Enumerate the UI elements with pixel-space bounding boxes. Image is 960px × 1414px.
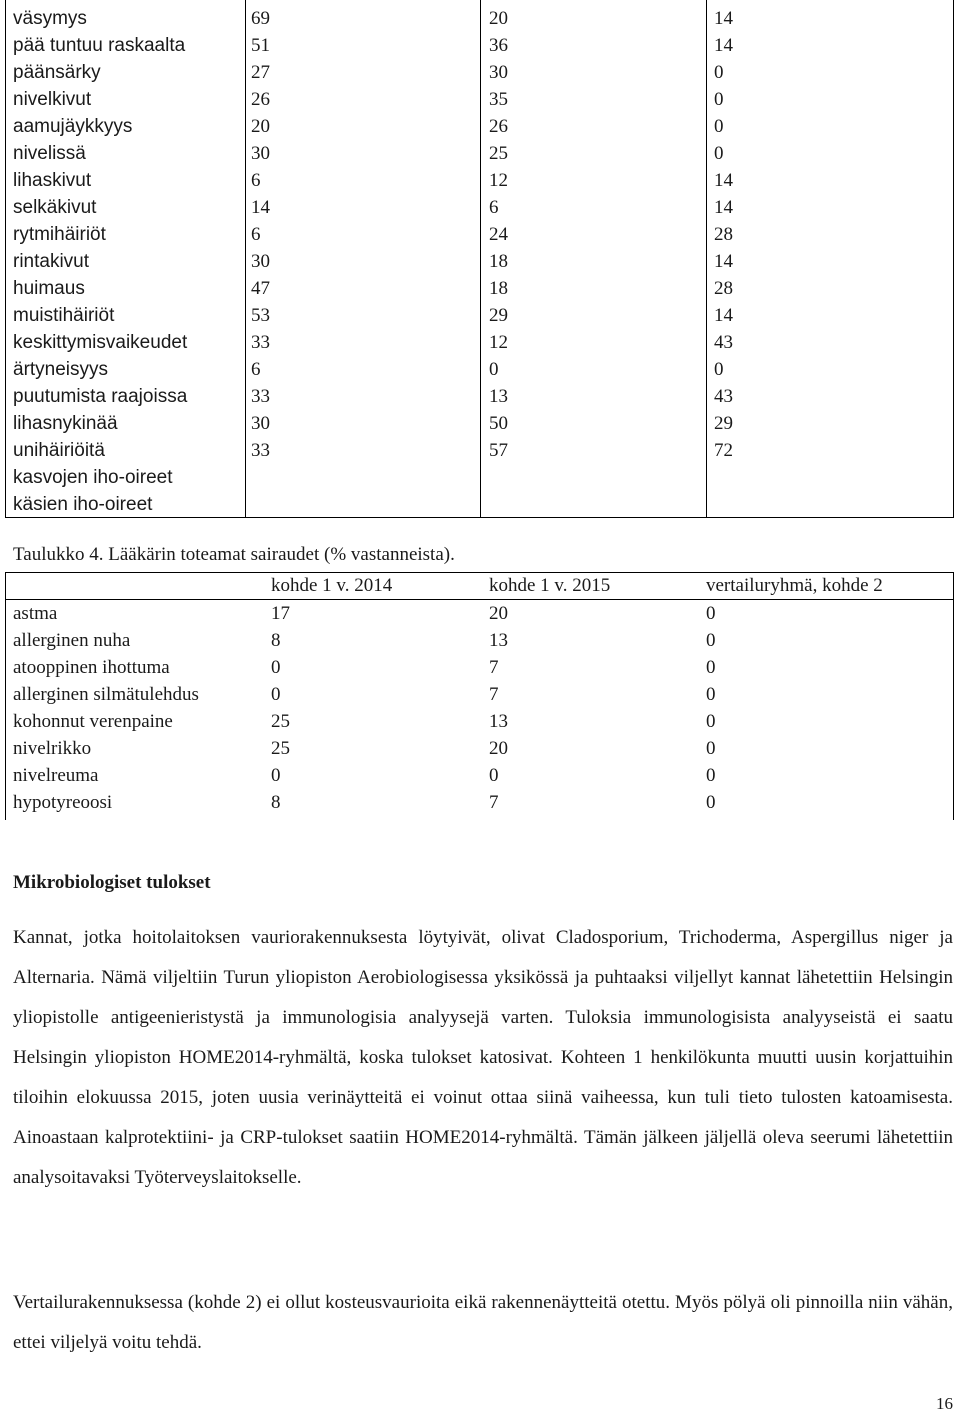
table4-right-border	[953, 572, 954, 820]
symptom-value: 25	[489, 143, 508, 164]
section-heading: Mikrobiologiset tulokset	[13, 872, 211, 893]
table4-left-border	[5, 572, 6, 820]
table-border-left	[5, 0, 6, 518]
table4-cell: 25	[271, 711, 290, 732]
symptom-value: 20	[251, 116, 270, 137]
symptom-label: väsymys	[13, 8, 87, 29]
symptom-value: 30	[251, 413, 270, 434]
table4-cell: 0	[706, 738, 716, 759]
symptom-value: 33	[251, 386, 270, 407]
symptom-value: 6	[251, 224, 261, 245]
table4-cell: 0	[706, 630, 716, 651]
symptom-value: 0	[714, 116, 724, 137]
table4-cell: 0	[706, 657, 716, 678]
symptom-labels-column	[13, 5, 187, 518]
table4-row-label: nivelreuma	[13, 765, 99, 786]
symptom-label: unihäiriöitä	[13, 440, 105, 461]
symptom-label: rytmihäiriöt	[13, 224, 106, 245]
table4-cell: 8	[271, 630, 281, 651]
symptom-values-column-3	[714, 5, 733, 518]
symptom-value: 14	[714, 35, 733, 56]
symptom-value: 26	[251, 89, 270, 110]
table4-cell: 7	[489, 684, 499, 705]
table-border-col1	[245, 0, 246, 518]
table4-row-label: hypotyreoosi	[13, 792, 113, 813]
symptom-value: 30	[489, 62, 508, 83]
symptom-value: 14	[714, 251, 733, 272]
table4-cell: 13	[489, 630, 508, 651]
table4-cell: 7	[489, 657, 499, 678]
table4-cell: 0	[706, 792, 716, 813]
table-border-right	[953, 0, 954, 518]
table4-cell: 13	[489, 711, 508, 732]
symptom-value: 6	[251, 359, 261, 380]
table4-row-label: allerginen silmätulehdus	[13, 684, 199, 705]
symptom-value: 50	[489, 413, 508, 434]
table4-cell: 7	[489, 792, 499, 813]
symptom-values-column-2	[489, 5, 508, 518]
symptom-label: keskittymisvaikeudet	[13, 332, 188, 353]
table4-cell: 0	[271, 657, 281, 678]
symptom-value	[714, 464, 733, 491]
symptom-value: 6	[489, 197, 499, 218]
symptom-value: 24	[489, 224, 508, 245]
symptom-value: 43	[714, 332, 733, 353]
symptom-value	[489, 464, 508, 491]
symptom-value: 33	[251, 332, 270, 353]
table4-cell: 0	[706, 684, 716, 705]
symptom-value: 72	[714, 440, 733, 461]
symptom-value: 14	[714, 8, 733, 29]
symptom-value: 12	[489, 170, 508, 191]
symptom-label: nivelkivut	[13, 89, 92, 110]
symptom-label: selkäkivut	[13, 197, 97, 218]
symptom-label: nivelissä	[13, 143, 86, 164]
symptom-label: ärtyneisyys	[13, 359, 109, 380]
page-number: 16	[936, 1394, 953, 1413]
symptom-value: 14	[714, 197, 733, 218]
symptom-value: 0	[489, 359, 499, 380]
symptom-value	[251, 491, 270, 518]
symptom-value: 69	[251, 8, 270, 29]
symptom-value: 33	[251, 440, 270, 461]
table4-row-label: astma	[13, 603, 58, 624]
symptom-label: käsien iho-oireet	[13, 494, 153, 515]
symptom-value: 36	[489, 35, 508, 56]
table4-header-border	[5, 599, 954, 600]
symptom-value: 0	[714, 62, 724, 83]
symptom-label: lihasnykinää	[13, 413, 118, 434]
symptom-label: pää tuntuu raskaalta	[13, 35, 186, 56]
symptom-value: 6	[251, 170, 261, 191]
table4-row-label: kohonnut verenpaine	[13, 711, 173, 732]
table4-row-label: nivelrikko	[13, 738, 92, 759]
symptom-value: 53	[251, 305, 270, 326]
table4-cell: 0	[489, 765, 499, 786]
symptom-value: 20	[489, 8, 508, 29]
symptom-label: kasvojen iho-oireet	[13, 467, 173, 488]
table4-row-label: atooppinen ihottuma	[13, 657, 170, 678]
table4-cell: 0	[706, 711, 716, 732]
symptom-value: 47	[251, 278, 270, 299]
table4-cell: 0	[706, 603, 716, 624]
symptom-label: muistihäiriöt	[13, 305, 115, 326]
table4-header-comparison: vertailuryhmä, kohde 2	[706, 575, 883, 596]
symptom-value: 13	[489, 386, 508, 407]
symptom-value	[251, 464, 270, 491]
symptom-value	[489, 491, 508, 518]
table-border-col2	[480, 0, 481, 518]
symptom-value: 28	[714, 278, 733, 299]
symptom-value: 43	[714, 386, 733, 407]
symptom-value: 35	[489, 89, 508, 110]
paragraph-2: Vertailurakennuksessa (kohde 2) ei ollut kosteusvaurioita eikä rakennenäytteitä otettu. Myös pölyä oli pinnoilla niin vähän, ettei viljelyä voitu tehdä.	[13, 1292, 953, 1353]
symptom-value: 27	[251, 62, 270, 83]
symptom-value: 51	[251, 35, 270, 56]
symptom-value: 18	[489, 278, 508, 299]
symptom-value: 30	[251, 251, 270, 272]
symptom-label: aamujäykkyys	[13, 116, 133, 137]
table4-header-2014: kohde 1 v. 2014	[271, 575, 393, 596]
symptom-value	[714, 491, 733, 518]
symptom-label: lihaskivut	[13, 170, 92, 191]
symptom-value: 30	[251, 143, 270, 164]
symptom-value: 29	[489, 305, 508, 326]
table4-cell: 20	[489, 738, 508, 759]
symptom-value: 28	[714, 224, 733, 245]
symptom-value: 14	[714, 305, 733, 326]
symptom-label: puutumista raajoissa	[13, 386, 188, 407]
paragraph-1: Kannat, jotka hoitolaitoksen vauriorakennuksesta löytyivät, olivat Cladosporium, Trichoderma, Aspergillus niger ja Alternaria. Nämä viljeltiin Turun yliopiston Aerobiologisessa yksikössä ja puhtaaksi viljellyt kannat lähetettiin Helsingin yliopistolle antigeenieristystä ja immunologisia analyysejä varten. Tuloksia immunologisista analyyseistä ei saatu Helsingin yliopiston HOME2014-ryhmältä, koska tulokset katosivat. Kohteen 1 henkilökunta muutti uusin korjattuihin tiloihin elokuussa 2015, joten uusia verinäytteitä ei voinut ottaa siinä vaiheessa, kun tuli tieto tulosten katoamisesta. Ainoastaan kalprotektiini- ja CRP-tulokset saatiin HOME2014-ryhmältä. Tämän jälkeen jäljellä oleva seerumi lähetettiin analysoitavaksi Työterveyslaitokselle.	[13, 927, 953, 1188]
table4-row-label: allerginen nuha	[13, 630, 131, 651]
symptom-values-column-1	[251, 5, 270, 518]
symptom-value: 26	[489, 116, 508, 137]
symptom-value: 14	[714, 170, 733, 191]
table4-header-2015: kohde 1 v. 2015	[489, 575, 611, 596]
table4-cell: 25	[271, 738, 290, 759]
symptom-label: huimaus	[13, 278, 85, 299]
table4-cell: 0	[271, 765, 281, 786]
symptom-value: 14	[251, 197, 270, 218]
symptom-label: päänsärky	[13, 62, 101, 83]
table4-cell: 17	[271, 603, 290, 624]
symptom-value: 0	[714, 143, 724, 164]
symptom-value: 12	[489, 332, 508, 353]
symptom-value: 0	[714, 89, 724, 110]
table4-cell: 0	[706, 765, 716, 786]
symptom-value: 57	[489, 440, 508, 461]
symptom-label: rintakivut	[13, 251, 90, 272]
symptom-value: 29	[714, 413, 733, 434]
table4-cell: 0	[271, 684, 281, 705]
symptom-value: 18	[489, 251, 508, 272]
table4-cell: 8	[271, 792, 281, 813]
table-border-col3	[706, 0, 707, 518]
symptom-value: 0	[714, 359, 724, 380]
table-caption: Taulukko 4. Lääkärin toteamat sairaudet (% vastanneista).	[13, 544, 455, 565]
table4-cell: 20	[489, 603, 508, 624]
